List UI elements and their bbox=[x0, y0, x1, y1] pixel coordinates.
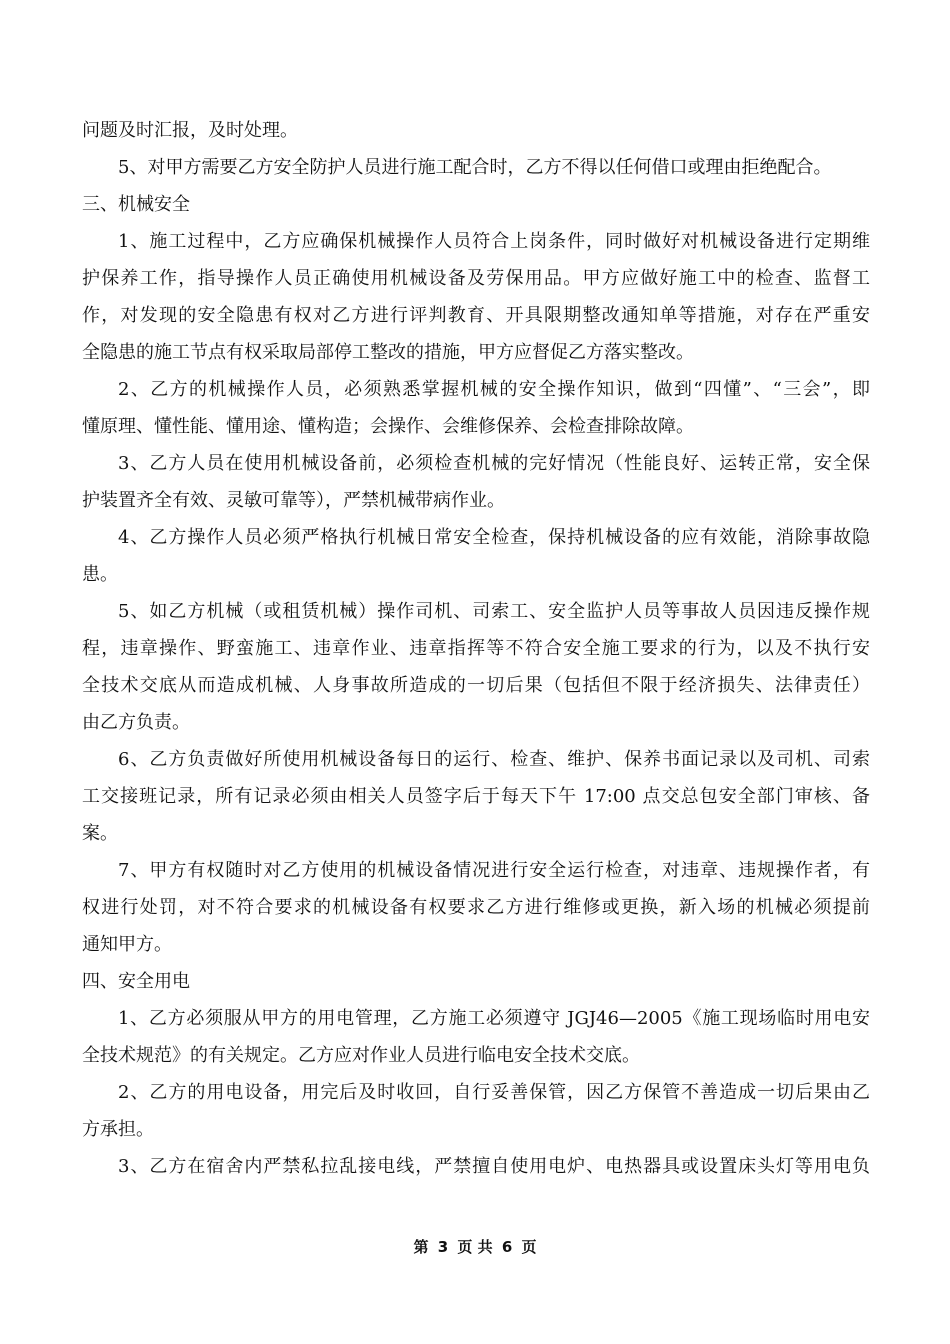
text-line: 2、乙方的用电设备，用完后及时收回，自行妥善保管，因乙方保管不善造成一切后果由乙 bbox=[118, 1082, 870, 1103]
text-line: 护保养工作，指导操作人员正确使用机械设备及劳保用品。甲方应做好施工中的检查、监督工 bbox=[82, 268, 870, 289]
document-body bbox=[82, 112, 870, 1185]
page-number: 3 bbox=[437, 1238, 449, 1256]
text-line: 方承担。 bbox=[82, 1119, 154, 1140]
page-total: 6 bbox=[501, 1238, 513, 1256]
footer-prefix: 第 bbox=[413, 1238, 429, 1256]
text-line: 3、乙方人员在使用机械设备前，必须检查机械的完好情况（性能良好、运转正常，安全保 bbox=[118, 453, 870, 474]
text-line: 工交接班记录，所有记录必须由相关人员签字后于每天下午 17:00 点交总包安全部门审核、备 bbox=[82, 786, 870, 807]
text-line: 案。 bbox=[82, 823, 118, 844]
page-footer bbox=[0, 1236, 950, 1257]
text-line: 患。 bbox=[82, 564, 118, 585]
text-line: 通知甲方。 bbox=[82, 934, 172, 955]
text-line: 2、乙方的机械操作人员，必须熟悉掌握机械的安全操作知识，做到“四懂”、“三会”，即 bbox=[118, 379, 870, 400]
section-heading: 三、机械安全 bbox=[82, 194, 190, 215]
text-line: 全技术规范》的有关规定。乙方应对作业人员进行临电安全技术交底。 bbox=[82, 1045, 640, 1066]
text-line: 全隐患的施工节点有权采取局部停工整改的措施，甲方应督促乙方落实整改。 bbox=[82, 342, 694, 363]
text-line: 3、乙方在宿舍内严禁私拉乱接电线，严禁擅自使用电炉、电热器具或设置床头灯等用电负 bbox=[118, 1156, 870, 1177]
text-line: 4、乙方操作人员必须严格执行机械日常安全检查，保持机械设备的应有效能，消除事故隐 bbox=[118, 527, 870, 548]
text-line: 权进行处罚，对不符合要求的机械设备有权要求乙方进行维修或更换，新入场的机械必须提前 bbox=[82, 897, 870, 918]
text-line: 程，违章操作、野蛮施工、违章作业、违章指挥等不符合安全施工要求的行为，以及不执行安 bbox=[82, 638, 870, 659]
text-line: 5、如乙方机械（或租赁机械）操作司机、司索工、安全监护人员等事故人员因违反操作规 bbox=[118, 601, 870, 622]
footer-middle: 页 共 bbox=[457, 1238, 493, 1256]
text-line: 全技术交底从而造成机械、人身事故所造成的一切后果（包括但不限于经济损失、法律责任） bbox=[82, 675, 870, 696]
text-line: 懂原理、懂性能、懂用途、懂构造；会操作、会维修保养、会检查排除故障。 bbox=[82, 416, 694, 437]
text-line: 6、乙方负责做好所使用机械设备每日的运行、检查、维护、保养书面记录以及司机、司索 bbox=[118, 749, 870, 770]
text-line: 由乙方负责。 bbox=[82, 712, 190, 733]
text-line: 1、乙方必须服从甲方的用电管理，乙方施工必须遵守 JGJ46—2005《施工现场临时用电安 bbox=[118, 1008, 870, 1029]
text-line: 7、甲方有权随时对乙方使用的机械设备情况进行安全运行检查，对违章、违规操作者，有 bbox=[118, 860, 870, 881]
text-line: 作，对发现的安全隐患有权对乙方进行评判教育、开具限期整改通知单等措施，对存在严重安 bbox=[82, 305, 870, 326]
text-line: 1、施工过程中，乙方应确保机械操作人员符合上岗条件，同时做好对机械设备进行定期维 bbox=[118, 231, 870, 252]
text-line: 5、对甲方需要乙方安全防护人员进行施工配合时，乙方不得以任何借口或理由拒绝配合。 bbox=[118, 157, 832, 178]
section-heading: 四、安全用电 bbox=[82, 971, 190, 992]
text-line: 问题及时汇报，及时处理。 bbox=[82, 120, 298, 141]
text-line: 护装置齐全有效、灵敏可靠等），严禁机械带病作业。 bbox=[82, 490, 505, 511]
footer-suffix: 页 bbox=[521, 1238, 537, 1256]
